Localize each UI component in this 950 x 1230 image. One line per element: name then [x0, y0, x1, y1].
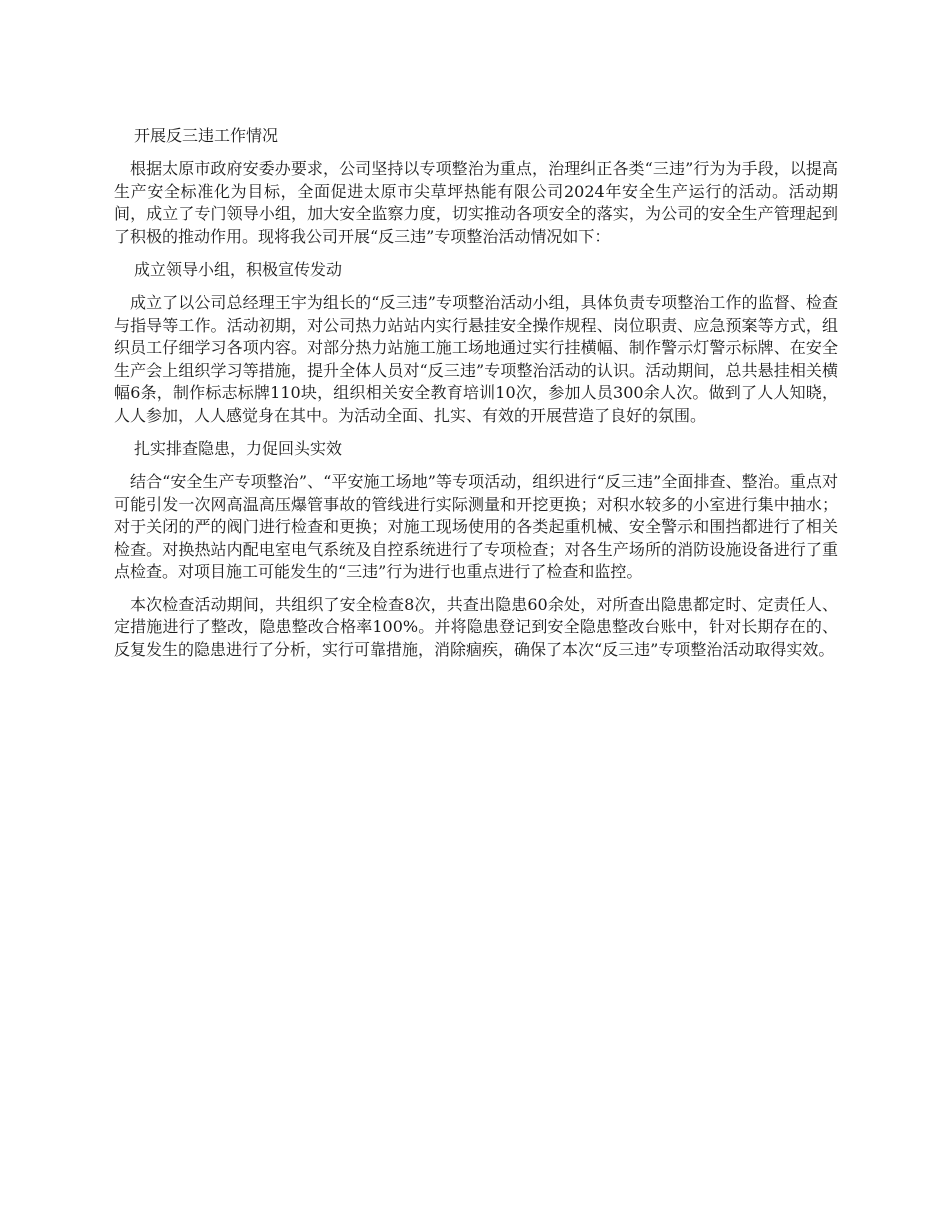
section2-heading: 扎实排查隐患，力促回头实效	[134, 439, 343, 458]
document-title: 开展反三违工作情况	[134, 126, 279, 145]
section1-heading: 成立领导小组，积极宣传发动	[134, 260, 343, 279]
document-page	[114, 124, 838, 671]
intro-paragraph: 根据太原市政府安委办要求，公司坚持以专项整治为重点，治理纠正各类“三违”行为为手段，以提高生产安全标准化为目标，全面促进太原市尖草坪热能有限公司2024年安全生产运行的活动。活动期间，成立了专门领导小组，加大安全监察力度，切实推动各项安全的落实，为公司的安全生产管理起到了积极的推动作用。现将我公司开展“反三违”专项整治活动情况如下：	[114, 159, 838, 246]
section1-paragraph: 成立了以公司总经理王宇为组长的“反三违”专项整治活动小组，具体负责专项整治工作的监督、检查与指导等工作。活动初期，对公司热力站站内实行悬挂安全操作规程、岗位职责、应急预案等方式，组织员工仔细学习各项内容。对部分热力站施工施工场地通过实行挂横幅、制作警示灯警示标牌、在安全生产会上组织学习等措施，提升全体人员对“反三违”专项整治活动的认识。活动期间，总共悬挂相关横幅6条，制作标志标牌110块，组织相关安全教育培训10次，参加人员300余人次。做到了人人知晓，人人参加，人人感觉身在其中。为活动全面、扎实、有效的开展营造了良好的氛围。	[114, 293, 838, 425]
section2-paragraph: 结合“安全生产专项整治”、“平安施工场地”等专项活动，组织进行“反三违”全面排查、整治。重点对可能引发一次网高温高压爆管事故的管线进行实际测量和开挖更换；对积水较多的小室进行集中抽水；对于关闭的严的阀门进行检查和更换；对施工现场使用的各类起重机械、安全警示和围挡都进行了相关检查。对换热站内配电室电气系统及自控系统进行了专项检查；对各生产场所的消防设施设备进行了重点检查。对项目施工可能发生的“三违”行为进行也重点进行了检查和监控。	[114, 472, 838, 581]
summary-paragraph: 本次检查活动期间，共组织了安全检查8次，共查出隐患60余处，对所查出隐患都定时、定责任人、定措施进行了整改，隐患整改合格率100%。并将隐患登记到安全隐患整改台账中，针对长期存在的、反复发生的隐患进行了分析，实行可靠措施，消除痼疾，确保了本次“反三违”专项整治活动取得实效。	[114, 594, 838, 659]
